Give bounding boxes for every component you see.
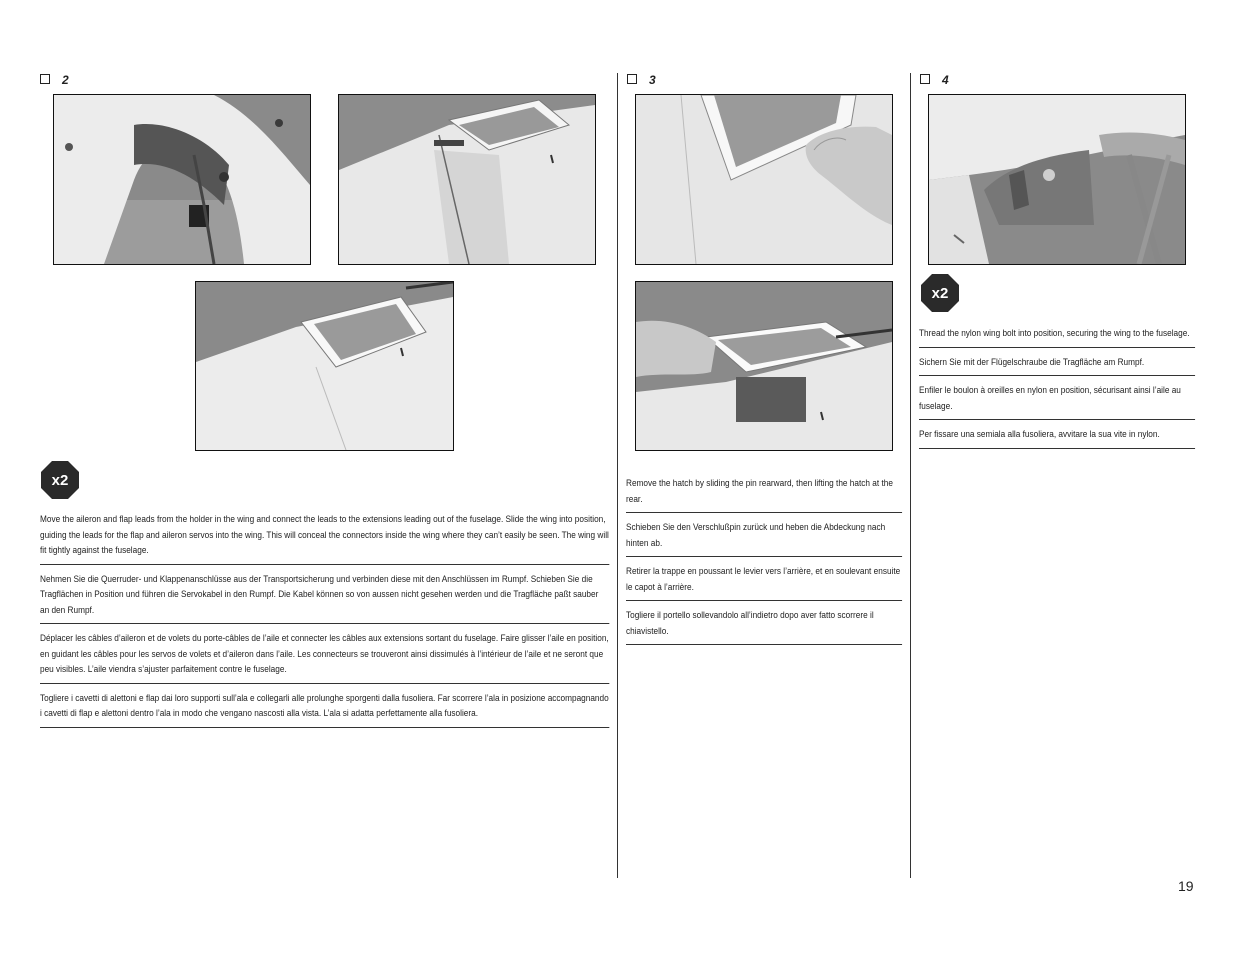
paragraph-fr: Déplacer les câbles d’aileron et de volets du porte-câbles de l’aile et connecter les câbles aux extensions sortant du fuselage. Faire glisser l’aile en position, en guidant les câbles pour les servos de volets et d’aileron dans l’aile. Les connecteurs se trouveront ainsi dissimulés à l’intérieur de l’aile et ne seront que peu visibles. L’aile viendra s’ajuster parfaitement contre le fuselage. [40,631,609,684]
step-2-photo-2 [338,94,596,265]
column-divider [617,73,618,878]
step-3-photo-2 [635,281,893,451]
paragraph-it: Per fissare una semiala alla fusoliera, avvitare la sua vite in nylon. [919,427,1195,449]
step-number: 4 [942,73,949,87]
checkbox-icon[interactable] [627,74,637,84]
badge-label: x2 [931,284,949,302]
quantity-badge [920,273,960,313]
paragraph-de: Nehmen Sie die Querruder- und Klappenanschlüsse aus der Transportsicherung und verbinden diese mit den Anschlüssen im Rumpf. Schieben Sie die Tragflächen in Position und führen die Servokabel in den Rumpf. Die Kabel können so von aussen nicht gesehen werden und die Tragfläche paßt sauber an den Rumpf. [40,572,609,625]
paragraph-de: Sichern Sie mit der Flügelschraube die Tragfläche am Rumpf. [919,355,1195,377]
step-3-text [626,476,902,652]
paragraph-it: Togliere il portello sollevandolo all’indietro dopo aver fatto scorrere il chiavistello. [626,608,902,645]
paragraph-de: Schieben Sie den Verschlußpin zurück und heben die Abdeckung nach hinten ab. [626,520,902,557]
paragraph-it: Togliere i cavetti di alettoni e flap dai loro supporti sull’ala e collegarli alle prolunghe sporgenti dalla fusoliera. Far scorrere l’ala in posizione accompagnando i cavetti di flap e alettoni dentro l’ala in modo che vengano nascosti alla vista. L’ala si adatta perfettamente alla fusoliera. [40,691,609,728]
badge-label: x2 [51,471,69,489]
checkbox-icon[interactable] [40,74,50,84]
step-2-photo-1 [53,94,311,265]
paragraph-en: Thread the nylon wing bolt into position, securing the wing to the fuselage. [919,326,1195,348]
step-4-heading [920,73,949,87]
page-number: 19 [1178,878,1194,894]
paragraph-fr: Enfiler le boulon à oreilles en nylon en position, sécurisant ainsi l’aile au fuselage. [919,383,1195,420]
column-divider [910,73,911,878]
paragraph-en: Move the aileron and flap leads from the holder in the wing and connect the leads to the extensions leading out of the fuselage. Slide the wing into position, guiding the leads for the flap and aileron servos into the wing. This will conceal the connectors inside the wing where they can’t easily be seen. The wing will fit tightly against the fuselage. [40,512,609,565]
step-3-photo-1 [635,94,893,265]
quantity-badge [40,460,80,500]
checkbox-icon[interactable] [920,74,930,84]
step-4-text [919,326,1195,456]
step-2-text [40,512,609,735]
step-2-heading [40,73,69,87]
step-4-photo [928,94,1186,265]
paragraph-en: Remove the hatch by sliding the pin rearward, then lifting the hatch at the rear. [626,476,902,513]
step-number: 3 [649,73,656,87]
step-2-photo-3 [195,281,454,451]
step-3-heading [627,73,656,87]
paragraph-fr: Retirer la trappe en poussant le levier vers l’arrière, et en soulevant ensuite le capot à l’arrière. [626,564,902,601]
step-number: 2 [62,73,69,87]
